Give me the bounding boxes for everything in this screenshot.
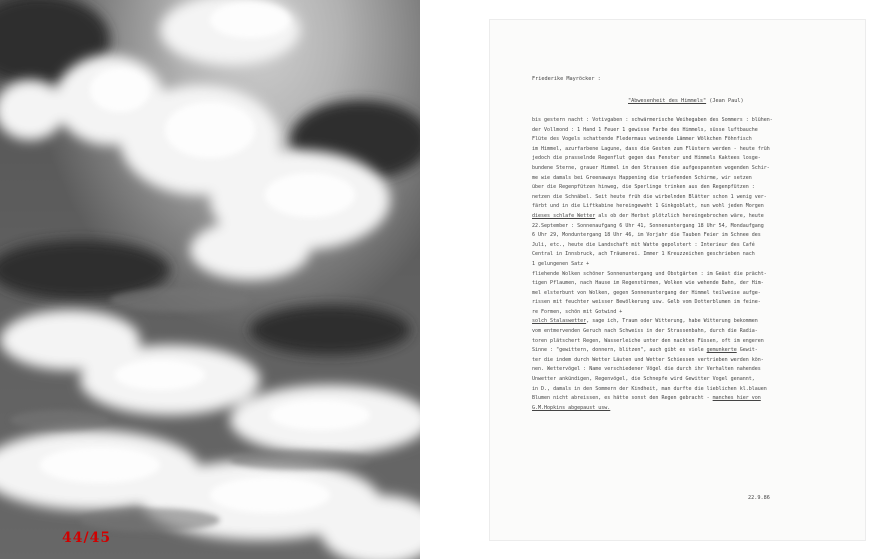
- page-number: 44/45: [62, 530, 112, 546]
- text-line: der Vollmond : 1 Hand 1 Feuer 1 gewisse Farbe des Himmels, süsse luftbauche: [532, 126, 758, 133]
- text-line: 1 gelungenen Satz +: [532, 260, 590, 267]
- text-line: fliehende Wolken schöner Sonnenuntergang und Obstgärten : im Geäst die prächt-: [532, 270, 767, 277]
- text-line: [532, 346, 832, 356]
- text-line: tigen Pflaumen, nach Hause im Regenstürmen, Wolken wie wehende Bahn, der Him-: [532, 280, 764, 287]
- text-line: vom entmervenden Geruch nach Schweiss in der Strassenbahn, durch die Radia-: [532, 328, 758, 335]
- text-line: bis gestern nacht : Votivgaben : schwärmerische Weihegaben des Sommers : blühen-: [532, 117, 773, 123]
- poem-title-main: "Abwesenheit des Himmels": [628, 98, 707, 104]
- text-segment: als ob der Herbst plötzlich hereingebrochen wäre, heute: [595, 212, 764, 219]
- text-line: Unwetter ankündigen, Regenvögel, die Schnepfe wird Gewitter Vogel genannt,: [532, 376, 755, 383]
- text-line: über die Regenpfützen hinweg, die Sperlinge trinken aus den Regenpfützen :: [532, 184, 755, 191]
- poem-body: [532, 116, 832, 413]
- text-segment: , sage ich, Traum oder Witterung, habe Witterung bekommen: [586, 318, 758, 325]
- text-line: rissen mit feuchter weisser Bewölkerung usw. Gelb vom Dotterblumen im feine-: [532, 299, 761, 306]
- text-line: [532, 404, 832, 414]
- text-line: [532, 317, 832, 327]
- text-line: [532, 394, 832, 404]
- text-line: 6 Uhr 29, Monduntergang 18 Uhr 46, im Vorjahr die Tauben Feier im Schnee des: [532, 232, 761, 239]
- text-line: re Formen, schön mit Gotwind +: [532, 308, 623, 315]
- text-line: in D., damals in den Sommern der Kindheit, man durfte die lieblichen kl.blauen: [532, 385, 767, 392]
- text-line: jedoch die prasselnde Regenflut gegen das Fenster und Himmels Kaktees losge-: [532, 155, 761, 162]
- text-line: ter die indem durch Wetter Läuten und Wetter Schiessen vertrieben werden kön-: [532, 356, 764, 363]
- underlined-segment: G.M.Hopkins abgepaust usw.: [532, 404, 611, 411]
- text-line: Flüte des Vogels schattende Fledermaus weinende Lämmer Wölkchen Föhnfisch: [532, 136, 752, 143]
- underlined-segment: gemunkerte: [706, 347, 737, 354]
- text-line: netzen die Schnäbel. Seit heute früh die wirbelnden Blätter schon 1 wenig ver-: [532, 193, 767, 200]
- text-line: [532, 212, 832, 222]
- text-line: färbt und in die Liftkabine hereingeweht 1 Ginkgoblatt, nun wohl jeden Morgen: [532, 203, 764, 210]
- text-segment: Sinne : "gewittern, donnern, blitzen", auch gibt es viele: [532, 347, 707, 354]
- text-line: Juli, etc., heute die Landschaft mit Watte gepolstert : Interieur des Café: [532, 241, 755, 248]
- poem-title: [628, 98, 744, 104]
- cloud-photo: [0, 0, 420, 559]
- underlined-segment: dieses schlafe Wetter: [532, 212, 596, 219]
- text-line: nen. Wettervögel : Name verschiedener Vögel die durch ihr Verhalten nahendes: [532, 366, 761, 373]
- date-line: 22.9.86: [748, 495, 770, 501]
- underlined-segment: manches hier von: [712, 395, 761, 402]
- text-line: toren plätschert Regen, Wasserleiche unter den nackten Füssen, oft im engeren: [532, 337, 764, 344]
- text-line: 22.September : Sonnenaufgang 6 Uhr 41, Sonnenuntergang 18 Uhr 54, Mondaufgang: [532, 222, 764, 229]
- text-segment: Gewit-: [736, 347, 758, 354]
- cloud-image: [0, 0, 420, 559]
- text-line: mel elsterbunt von Wolken, gegen Sonnenuntergang der Himmel teilweise aufge-: [532, 289, 761, 296]
- underlined-segment: solch Stalaswetter: [532, 318, 587, 325]
- poem-title-attribution: (Jean Paul): [706, 98, 744, 104]
- text-line: me wie damals bei Greenaways Happening die triefenden Schirme, wir setzen: [532, 174, 752, 181]
- text-line: Central in Innsbruck, ach Träumerei. Immer 1 Kreuzzeichen geschrieben nach: [532, 251, 755, 258]
- text-line: im Himmel, azurfarbene Lagune, dass die Gesten zum Flüstern werden - heute früh: [532, 145, 770, 152]
- author-line: Friederike Mayröcker :: [532, 76, 601, 82]
- text-segment: Blumen nicht abreissen, es hätte sonst den Regen gebracht -: [532, 395, 713, 402]
- typescript-page: [490, 20, 865, 540]
- text-line: bundene Sterne, grauer Himmel in den Strassen die aufgespannten wogenden Schir-: [532, 164, 770, 171]
